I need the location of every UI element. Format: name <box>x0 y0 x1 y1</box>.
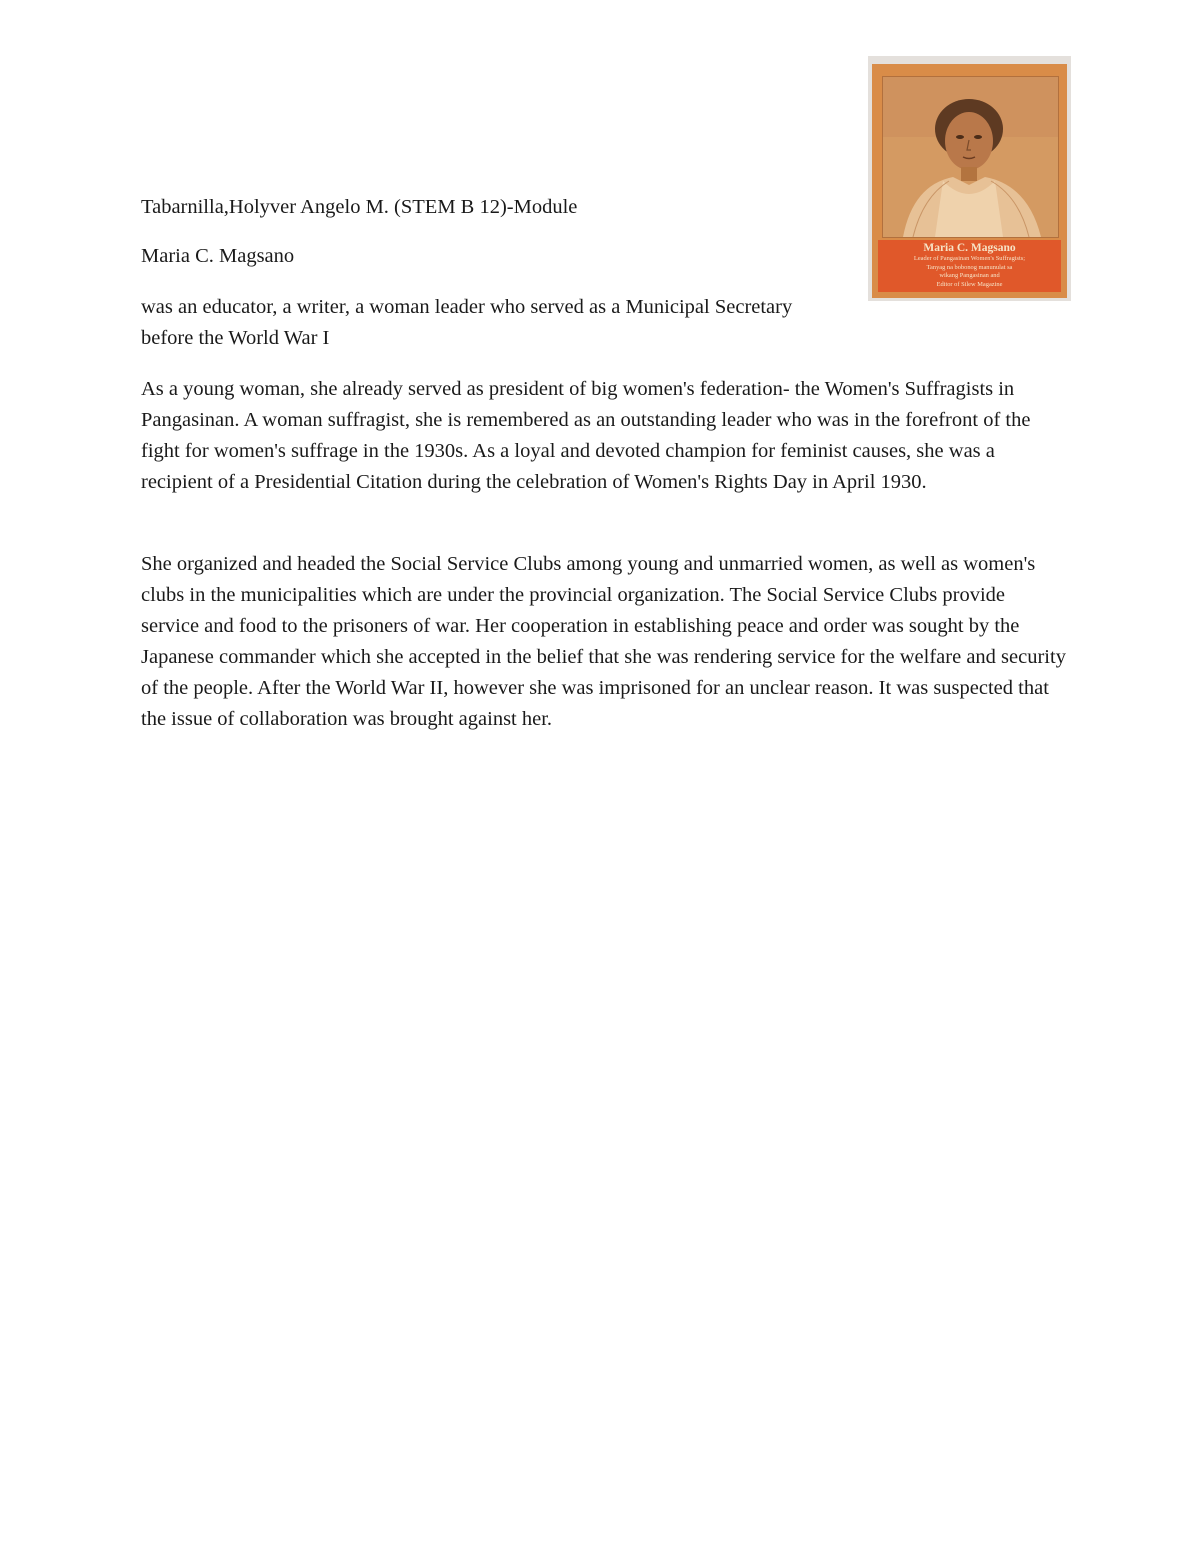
body-paragraph-suffrage: As a young woman, she already served as president of big women's federation- the Women's Suffragists in Pangasinan. A woman suffragist, she is remembered as an outstanding leader who was in the forefront of the fight for women's suffrage in the 1930s. As a loyal and devoted champion for feminist causes, she was a recipient of a Presidential Citation during the celebration of Women's Rights Day in April 1930. <box>141 378 1031 493</box>
portrait-caption-title: Maria C. Magsano <box>923 242 1016 254</box>
portrait-photo <box>882 76 1059 238</box>
portrait-caption-line: wikang Pangasinan and <box>939 272 1000 279</box>
portrait-caption-line: Editor of Silew Magazine <box>936 280 1003 288</box>
portrait-caption-line: Tanyag na bobonog manunulat sa <box>926 263 1013 271</box>
portrait-frame <box>872 64 1067 298</box>
portrait-image <box>868 56 1071 301</box>
portrait-caption-line: Leader of Pangasinan Women's Suffragists; <box>913 255 1026 262</box>
body-paragraph-social-service: She organized and headed the Social Service Clubs among young and unmarried women, as well as women's clubs in the municipalities which are under the provincial organization. The Social Service Clubs provide service and food to the prisoners of war. Her cooperation in establishing peace and order was sought by the Japanese commander which she accepted in the belief that she was rendering service for the welfare and security of the people. After the World War II, however she was imprisoned for an unclear reason. It was suspected that the issue of collaboration was brought against her. <box>141 553 1066 730</box>
subject-name: Maria C. Magsano <box>141 245 295 267</box>
student-header: Tabarnilla,Holyver Angelo M. (STEM B 12)-Module <box>141 196 578 218</box>
woman-portrait-illustration <box>883 77 1058 237</box>
intro-paragraph: was an educator, a writer, a woman leader who served as a Municipal Secretary before the World War I <box>141 296 793 349</box>
portrait-caption-banner <box>878 240 1061 292</box>
